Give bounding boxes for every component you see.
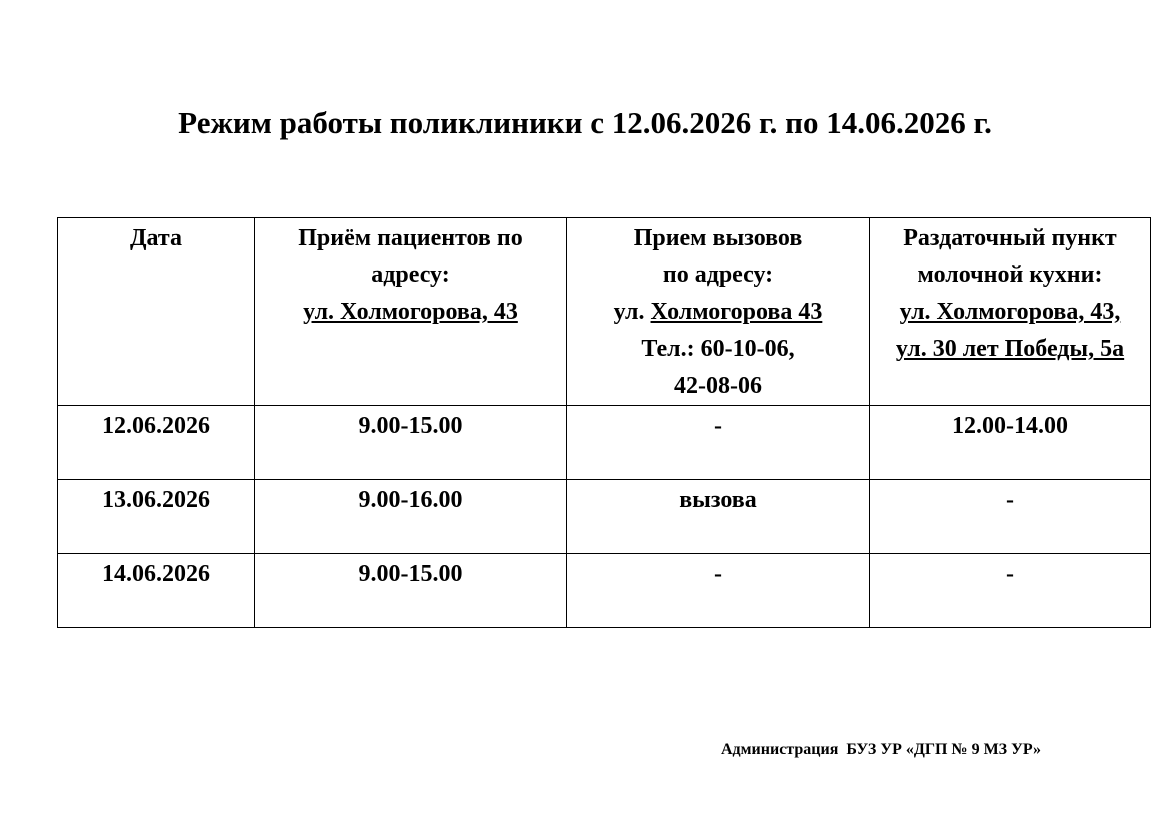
cell-reception: 9.00-15.00: [255, 406, 567, 480]
header-date: [58, 218, 255, 406]
header-reception-line1: Приём пациентов по: [298, 225, 523, 251]
page-title: Режим работы поликлиники с 12.06.2026 г. по 14.06.2026 г.: [178, 105, 992, 140]
footer-signature: Администрация БУЗ УР «ДГП № 9 МЗ УР»: [721, 741, 1042, 758]
table-row: [58, 554, 1151, 628]
header-calls-address-prefix: ул.: [613, 299, 651, 325]
header-milk-line1: Раздаточный пункт: [903, 225, 1117, 251]
cell-milk: -: [870, 554, 1151, 628]
header-calls-phone1: Тел.: 60-10-06,: [641, 336, 795, 362]
header-date-label: Дата: [130, 225, 182, 251]
cell-milk: -: [870, 480, 1151, 554]
header-milk: [870, 218, 1151, 406]
header-reception-address: ул. Холмогорова, 43: [303, 299, 518, 325]
schedule-table: [57, 217, 1151, 628]
cell-date: 14.06.2026: [58, 554, 255, 628]
header-calls-phone2: 42-08-06: [674, 373, 762, 399]
cell-milk: 12.00-14.00: [870, 406, 1151, 480]
cell-calls: вызова: [567, 480, 870, 554]
header-calls-line1: Прием вызовов: [633, 225, 803, 251]
header-calls-line2: по адресу:: [662, 262, 774, 288]
cell-date: 12.06.2026: [58, 406, 255, 480]
cell-calls: -: [567, 554, 870, 628]
header-milk-address1: ул. Холмогорова, 43,: [899, 299, 1121, 325]
cell-reception: 9.00-15.00: [255, 554, 567, 628]
table-header-row: [58, 218, 1151, 406]
header-reception-line2: адресу:: [371, 262, 450, 288]
table-row: [58, 480, 1151, 554]
cell-reception: 9.00-16.00: [255, 480, 567, 554]
header-calls: [567, 218, 870, 406]
header-milk-line2: молочной кухни:: [917, 262, 1103, 288]
cell-date: 13.06.2026: [58, 480, 255, 554]
header-calls-address: Холмогорова 43: [650, 299, 823, 325]
cell-calls: -: [567, 406, 870, 480]
table-row: [58, 406, 1151, 480]
header-reception: [255, 218, 567, 406]
header-milk-address2: ул. 30 лет Победы, 5а: [895, 336, 1125, 362]
